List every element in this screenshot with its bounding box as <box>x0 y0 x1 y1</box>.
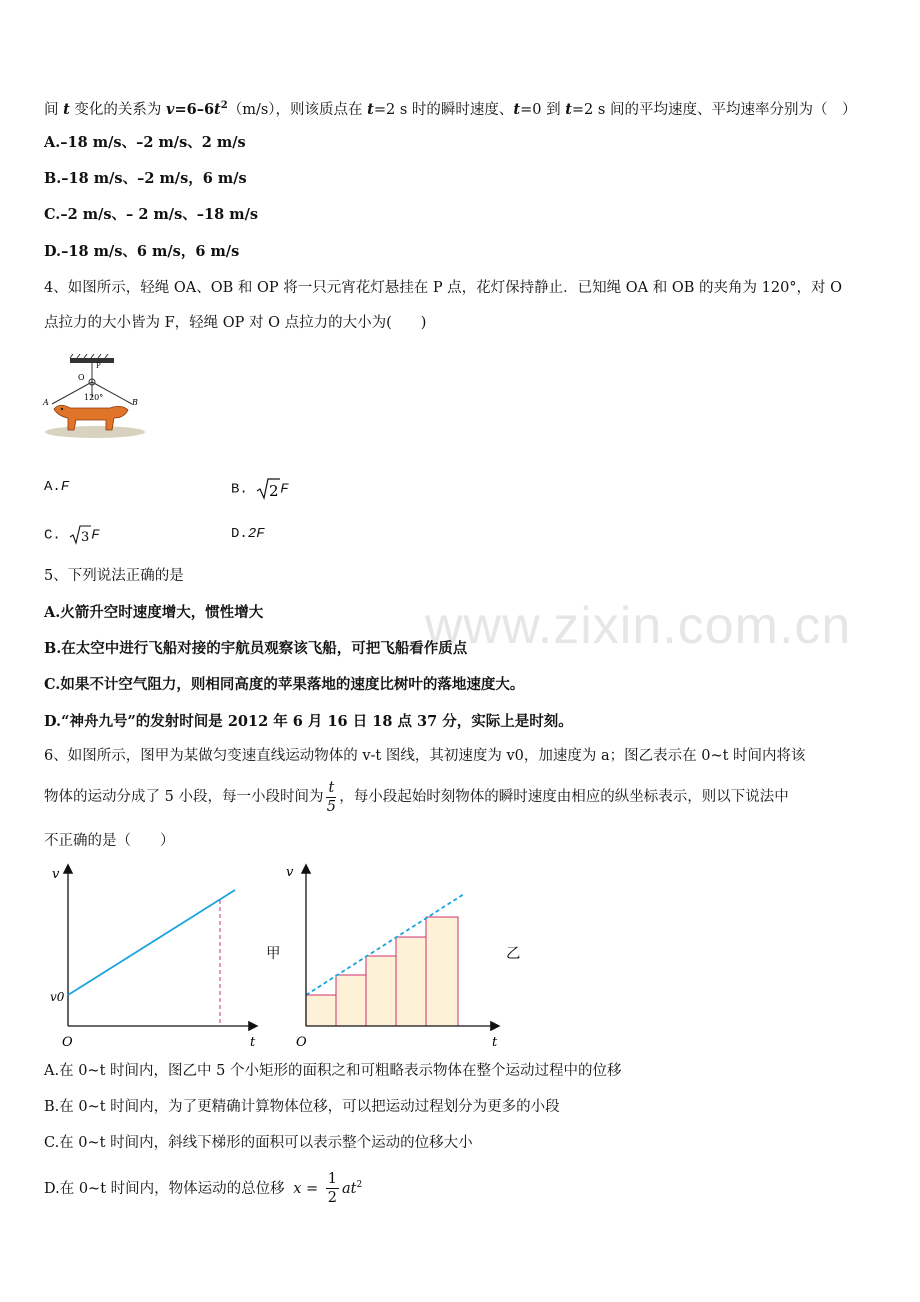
rect-2 <box>336 975 366 1026</box>
q6-option-a: A.在 0~t 时间内，图乙中 5 个小矩形的面积之和可粗略表示物体在整个运动过程中的位移 <box>44 1063 622 1079</box>
label-angle: 120° <box>84 393 104 402</box>
sqrt-icon <box>256 477 280 501</box>
q4-option-a: A.F <box>44 479 70 495</box>
x-axis-label: t <box>492 1035 498 1050</box>
label-yi: 乙 <box>506 946 521 962</box>
q6-option-b: B.在 0~t 时间内，为了更精确计算物体位移，可以把运动过程划分为更多的小段 <box>44 1099 560 1115</box>
y-axis-label: v <box>286 865 294 880</box>
q3-option-d: D.–18 m/s、6 m/s，6 m/s <box>44 243 240 260</box>
q6-option-d: D.在 0~t 时间内，物体运动的总位移 x = $\frac{1}{2}$ $at^2$ <box>44 1171 363 1207</box>
q3-option-b: B.–18 m/s、–2 m/s，6 m/s <box>44 170 247 187</box>
q4-stem-line1: 4、如图所示，轻绳 OA、OB 和 OP 将一只元宵花灯悬挂在 P 点，花灯保持静止．已知绳 OA 和 OB 的夹角为 120°，对 O <box>44 280 843 296</box>
svg-text:2: 2 <box>269 482 279 500</box>
label-p: P <box>96 362 101 370</box>
origin-label: O <box>296 1035 307 1050</box>
q6-option-c: C.在 0~t 时间内，斜线下梯形的面积可以表示整个运动的位移大小 <box>44 1135 473 1151</box>
sqrt-icon <box>69 524 91 546</box>
q3-stem: 间 t 变化的关系为 $v=6-6t^2(m/s)$，则该质点在 t=2 s 时的瞬时速度、t=0 到 t=2 s 间的平均速度、平均速率分别为（ ） <box>44 100 857 118</box>
q6-stem-line1: 6、如图所示，图甲为某做匀变速直线运动物体的 v-t 图线，其初速度为 v0，加速度为 a；图乙表示在 0~t 时间内将该 <box>44 748 806 764</box>
svg-text:3: 3 <box>81 530 90 545</box>
graph-jia <box>44 860 274 1050</box>
rectangles <box>306 917 458 1026</box>
q5-option-b: B.在太空中进行飞船对接的宇航员观察该飞船，可把飞船看作质点 <box>44 640 468 657</box>
graph-yi <box>282 860 512 1050</box>
q4-option-d: D.2F <box>231 526 265 542</box>
rect-3 <box>366 956 396 1026</box>
q4-option-b: B. 2 F <box>231 477 289 501</box>
q5-option-d: D.“神舟九号”的发射时间是 2012 年 6 月 16 日 18 点 37 分，实际上是时刻。 <box>44 713 573 730</box>
rect-1 <box>306 995 336 1026</box>
q3-option-a: A.–18 m/s、–2 m/s、2 m/s <box>44 134 246 151</box>
x-axis-label: t <box>250 1035 256 1050</box>
q4-stem-line2: 点拉力的大小皆为 F，轻绳 OP 对 O 点拉力的大小为( ) <box>44 315 427 331</box>
label-jia: 甲 <box>266 946 281 962</box>
rect-5 <box>426 917 458 1026</box>
y-axis-label: v <box>52 867 60 882</box>
lantern-figure <box>40 354 150 440</box>
fraction-one-half: $\frac{1}{2}$ <box>327 1171 338 1207</box>
fraction-t-over-5: $\frac{t}{5}$ <box>326 779 336 815</box>
label-b: B <box>132 398 138 407</box>
v0-label: v0 <box>50 990 65 1004</box>
q4-option-c: C. 3 F <box>44 524 100 546</box>
q5-option-a: A.火箭升空时速度增大，惯性增大 <box>44 604 264 621</box>
rect-4 <box>396 937 426 1026</box>
q5-option-c: C.如果不计空气阻力，则相同高度的苹果落地的速度比树叶的落地速度大。 <box>44 676 525 693</box>
label-o: O <box>78 373 85 382</box>
q6-stem-line3: 不正确的是（ ） <box>44 833 175 849</box>
watermark: www.zixin.com.cn <box>425 597 852 655</box>
q6-stem-line2: 物体的运动分成了 5 小段，每一小段时间为 $\frac{t}{5}$ ，每小段起始时刻物体的瞬时速度由相应的纵坐标表示，则以下说法中 <box>44 779 789 815</box>
vt-line <box>68 890 235 995</box>
label-a: A <box>43 398 49 407</box>
q3-option-c: C.–2 m/s、– 2 m/s、–18 m/s <box>44 206 259 223</box>
origin-label: O <box>62 1035 73 1050</box>
q5-stem: 5、下列说法正确的是 <box>44 568 184 584</box>
